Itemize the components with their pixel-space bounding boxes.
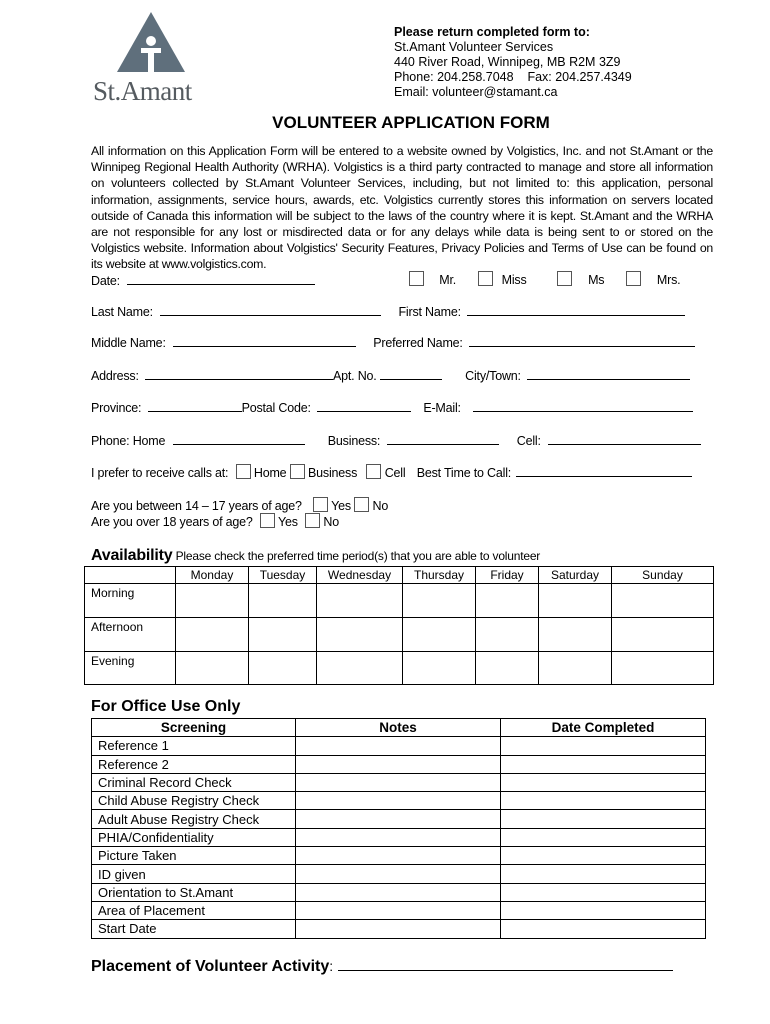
city-label: City/Town: (465, 369, 521, 383)
availability-cell[interactable] (317, 652, 403, 685)
middle-name-label: Middle Name: (91, 336, 166, 350)
address-field[interactable] (145, 367, 333, 380)
age-question-1 (91, 497, 388, 513)
office-use-table (91, 718, 706, 939)
age-q1-label: Are you between 14 – 17 years of age? (91, 499, 302, 513)
notes-cell[interactable] (296, 847, 501, 865)
screening-item: Criminal Record Check (92, 773, 296, 791)
screening-item: Area of Placement (92, 901, 296, 919)
date-field[interactable] (127, 272, 315, 285)
preferred-name-label: Preferred Name: (373, 336, 463, 350)
call-business-checkbox[interactable] (290, 464, 305, 479)
day-header: Monday (176, 567, 249, 584)
availability-cell[interactable] (612, 618, 714, 652)
availability-cell[interactable] (249, 618, 317, 652)
contact-line: St.Amant Volunteer Services (394, 40, 554, 54)
address-label: Address: (91, 369, 139, 383)
logo-text: St.Amant (93, 76, 192, 106)
date-completed-header: Date Completed (501, 719, 706, 737)
availability-cell[interactable] (317, 618, 403, 652)
day-header: Saturday (539, 567, 612, 584)
placement-row (91, 956, 673, 976)
form-title: VOLUNTEER APPLICATION FORM (272, 113, 550, 132)
date-label: Date: (91, 274, 120, 288)
date-completed-cell[interactable] (501, 847, 706, 865)
placement-colon: : (329, 958, 334, 974)
notes-cell[interactable] (296, 920, 501, 938)
date-completed-cell[interactable] (501, 737, 706, 755)
day-header: Thursday (403, 567, 476, 584)
availability-cell[interactable] (249, 584, 317, 618)
phone-home-field[interactable] (173, 432, 305, 445)
age-q2-yes-checkbox[interactable] (260, 513, 275, 528)
mrs-checkbox[interactable] (626, 271, 641, 286)
screening-item: Child Abuse Registry Check (92, 792, 296, 810)
date-completed-cell[interactable] (501, 828, 706, 846)
postal-label: Postal Code: (241, 401, 311, 415)
middle-name-row (91, 334, 695, 350)
screening-item: ID given (92, 865, 296, 883)
notes-cell[interactable] (296, 773, 501, 791)
availability-corner-cell (85, 567, 176, 584)
age-q1-yes-label: Yes (331, 499, 351, 513)
notes-header: Notes (296, 719, 501, 737)
age-q1-no-checkbox[interactable] (354, 497, 369, 512)
screening-header: Screening (92, 719, 296, 737)
age-question-2 (91, 513, 339, 529)
date-completed-cell[interactable] (501, 901, 706, 919)
date-completed-cell[interactable] (501, 755, 706, 773)
contact-line: 440 River Road, Winnipeg, MB R2M 3Z9 (394, 55, 621, 69)
day-header: Sunday (612, 567, 714, 584)
date-completed-cell[interactable] (501, 883, 706, 901)
notes-cell[interactable] (296, 755, 501, 773)
availability-cell[interactable] (539, 652, 612, 685)
availability-cell[interactable] (176, 618, 249, 652)
availability-cell[interactable] (176, 584, 249, 618)
age-q1-yes-checkbox[interactable] (313, 497, 328, 512)
call-home-checkbox[interactable] (236, 464, 251, 479)
intro-paragraph: All information on this Application Form will be entered to a website owned by Volgistics, Inc. and not St.Amant or the Winnipeg Regional Health Authority (WRHA). Volgistics is a third party contracted to manage and store all information on volunteers collected by St.Amant Volunteer Services, including, but not limited to: this application, personal information, assignments, service hours, awards, etc. Volgistics currently stores this information on servers located outside of Canada this information will be subject to the laws of the country where it is kept. St.Amant and the WRHA are not responsible for any lost or misdirected data or for any delays while data is being sent to or stored on the Volgistics website. Information about Volgistics' Security Features, Privacy Policies and Terms of Use can be found on its website at www.volgistics.com. (91, 144, 713, 272)
availability-cell[interactable] (403, 618, 476, 652)
availability-cell[interactable] (612, 652, 714, 685)
day-header: Tuesday (249, 567, 317, 584)
date-completed-cell[interactable] (501, 810, 706, 828)
preferred-name-field[interactable] (469, 334, 695, 347)
email-field[interactable] (473, 399, 693, 412)
date-completed-cell[interactable] (501, 865, 706, 883)
business-phone-field[interactable] (387, 432, 499, 445)
first-name-label: First Name: (398, 305, 461, 319)
availability-cell[interactable] (176, 652, 249, 685)
screening-item: Orientation to St.Amant (92, 883, 296, 901)
notes-cell[interactable] (296, 810, 501, 828)
best-time-label: Best Time to Call: (416, 466, 512, 480)
screening-item: Picture Taken (92, 847, 296, 865)
period-label: Evening (85, 652, 176, 685)
period-label: Afternoon (85, 618, 176, 652)
day-header: Wednesday (317, 567, 403, 584)
age-q2-no-checkbox[interactable] (305, 513, 320, 528)
placement-field[interactable] (338, 956, 673, 971)
city-field[interactable] (527, 367, 690, 380)
notes-cell[interactable] (296, 901, 501, 919)
availability-cell[interactable] (403, 652, 476, 685)
notes-cell[interactable] (296, 792, 501, 810)
phone-row (91, 432, 701, 448)
office-use-heading: For Office Use Only (91, 698, 241, 715)
last-name-field[interactable] (160, 303, 381, 316)
availability-cell[interactable] (476, 618, 539, 652)
availability-heading: Availability (91, 547, 173, 564)
availability-subheading: Please check the preferred time period(s) that you are able to volunteer (175, 549, 541, 563)
call-preference-row (91, 464, 692, 480)
availability-cell[interactable] (317, 584, 403, 618)
date-completed-cell[interactable] (501, 920, 706, 938)
cell-phone-field[interactable] (548, 432, 701, 445)
availability-cell[interactable] (539, 618, 612, 652)
last-name-label: Last Name: (91, 305, 153, 319)
period-label: Morning (85, 584, 176, 618)
date-row (91, 272, 315, 288)
screening-item: Reference 2 (92, 755, 296, 773)
screening-item: PHIA/Confidentiality (92, 828, 296, 846)
age-q2-yes-label: Yes (278, 515, 298, 529)
day-header: Friday (476, 567, 539, 584)
placement-label: Placement of Volunteer Activity (91, 958, 330, 975)
screening-item: Start Date (92, 920, 296, 938)
screening-item: Reference 1 (92, 737, 296, 755)
ms-label: Ms (588, 273, 605, 287)
title-options (409, 271, 680, 287)
business-phone-label: Business: (327, 434, 381, 448)
first-name-field[interactable] (467, 303, 685, 316)
prefer-calls-label: I prefer to receive calls at: (91, 466, 229, 480)
address-row (91, 367, 690, 383)
availability-cell[interactable] (476, 584, 539, 618)
age-q2-label: Are you over 18 years of age? (91, 515, 253, 529)
mr-checkbox[interactable] (409, 271, 424, 286)
age-q2-no-label: No (323, 515, 339, 529)
st-amant-logo-icon (117, 12, 185, 72)
notes-cell[interactable] (296, 828, 501, 846)
province-field[interactable] (148, 399, 242, 412)
province-label: Province: (91, 401, 142, 415)
call-cell-checkbox[interactable] (366, 464, 381, 479)
availability-cell[interactable] (539, 584, 612, 618)
miss-checkbox[interactable] (478, 271, 493, 286)
phone-home-label: Phone: Home (91, 434, 166, 448)
middle-name-field[interactable] (173, 334, 356, 347)
notes-cell[interactable] (296, 737, 501, 755)
age-q1-no-label: No (372, 499, 389, 513)
screening-item: Adult Abuse Registry Check (92, 810, 296, 828)
call-home-label: Home (253, 466, 287, 480)
availability-heading-row (91, 547, 540, 565)
province-row (91, 399, 693, 415)
miss-label: Miss (501, 273, 527, 287)
mrs-label: Mrs. (656, 273, 681, 287)
email-label: E-Mail: (423, 401, 461, 415)
availability-cell[interactable] (476, 652, 539, 685)
return-heading: Please return completed form to: (394, 25, 590, 39)
notes-cell[interactable] (296, 883, 501, 901)
apt-field[interactable] (380, 367, 442, 380)
ms-checkbox[interactable] (557, 271, 572, 286)
call-business-label: Business (308, 466, 358, 480)
availability-cell[interactable] (249, 652, 317, 685)
best-time-field[interactable] (516, 464, 692, 477)
contact-line: Phone: 204.258.7048 Fax: 204.257.4349 (394, 70, 632, 84)
date-completed-cell[interactable] (501, 792, 706, 810)
mr-label: Mr. (439, 273, 457, 287)
cell-phone-label: Cell: (516, 434, 541, 448)
date-completed-cell[interactable] (501, 773, 706, 791)
notes-cell[interactable] (296, 865, 501, 883)
availability-cell[interactable] (612, 584, 714, 618)
apt-label: Apt. No. (333, 369, 377, 383)
availability-cell[interactable] (403, 584, 476, 618)
name-row (91, 303, 685, 319)
postal-field[interactable] (317, 399, 411, 412)
availability-table (84, 566, 714, 685)
contact-line: Email: volunteer@stamant.ca (394, 85, 558, 99)
call-cell-label: Cell (384, 466, 406, 480)
